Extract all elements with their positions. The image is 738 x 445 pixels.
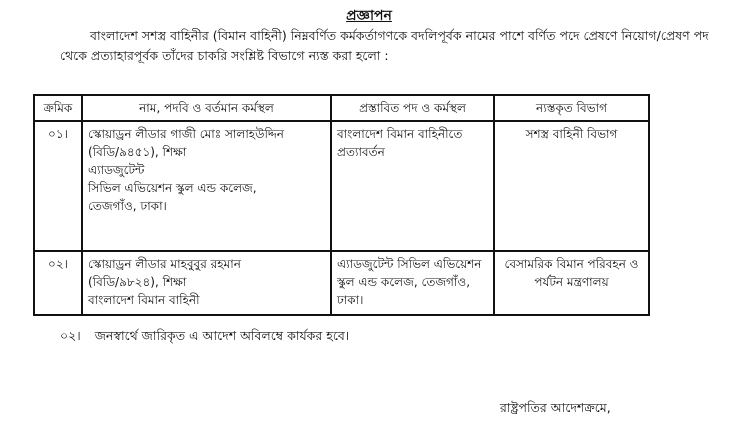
document-title: প্রজ্ঞাপন xyxy=(346,8,392,24)
row-serial: ০২। xyxy=(34,251,82,315)
row-serial: ০১। xyxy=(34,121,82,251)
row-proposed: এ্যাডজুটেন্ট সিভিল এভিয়েশন স্কুল এন্ড কলেজ, তেজগাঁও, ঢাকা। xyxy=(331,251,494,315)
name-line: বাংলাদেশ বিমান বাহিনী xyxy=(88,293,200,307)
row-proposed: বাংলাদেশ বিমান বাহিনীতে প্রত্যাবর্তন xyxy=(331,121,494,251)
table-row xyxy=(34,121,649,251)
header-department: ন্যস্তকৃত বিভাগ xyxy=(494,95,649,121)
header-proposed: প্রস্তাবিত পদ ও কর্মস্থল xyxy=(331,95,494,121)
header-name: নাম, পদবি ও বর্তমান কর্মস্থল xyxy=(82,95,331,121)
row-department: সশস্ত্র বাহিনী বিভাগ xyxy=(494,121,649,251)
name-line: (বিডি/৯৮২৪), শিক্ষা xyxy=(88,275,187,289)
paragraph-2-number: ০২। xyxy=(60,328,81,343)
name-line: স্কোয়াড্রন লীডার গাজী মোঃ সালাহউদ্দিন xyxy=(88,127,284,141)
signature-line: রাষ্ট্রপতির আদেশক্রমে, xyxy=(500,400,611,415)
row-name xyxy=(82,251,331,315)
table-header-row xyxy=(34,95,649,121)
row-name xyxy=(82,121,331,251)
name-line: এ্যাডজুটেন্ট xyxy=(88,163,145,177)
paragraph-2 xyxy=(60,328,349,348)
name-line: স্কোয়াড্রন লীডার মাহবুবুর রহমান xyxy=(88,257,241,271)
transfer-orders-table xyxy=(33,94,650,316)
name-line: সিভিল এভিয়েশন স্কুল এন্ড কলেজ, xyxy=(88,181,257,195)
header-serial: ক্রমিক xyxy=(34,95,82,121)
intro-paragraph: বাংলাদেশ সশস্ত্র বাহিনীর (বিমান বাহিনী) নিম্নবর্ণিত কর্মকর্তাগণকে বদলিপূর্বক নামের পাশে বর্ণিত পদে প্রেষণে নিয়োগ/প্রেষণ পদ থেকে প্রত্যাহারপূর্বক তাঁদের চাকরি সংশ্লিষ্ট বিভাগে ন্যস্ত করা হলো : xyxy=(60,28,709,63)
name-line: তেজগাঁও, ঢাকা। xyxy=(88,199,167,213)
table-row xyxy=(34,251,649,315)
row-department: বেসামরিক বিমান পরিবহন ও পর্যটন মন্ত্রণালয় xyxy=(494,251,649,315)
name-line: (বিডি/৯৪৫১), শিক্ষা xyxy=(88,145,187,159)
paragraph-2-text: জনস্বার্থে জারিকৃত এ আদেশ অবিলম্বে কার্যকর হবে। xyxy=(94,328,350,343)
